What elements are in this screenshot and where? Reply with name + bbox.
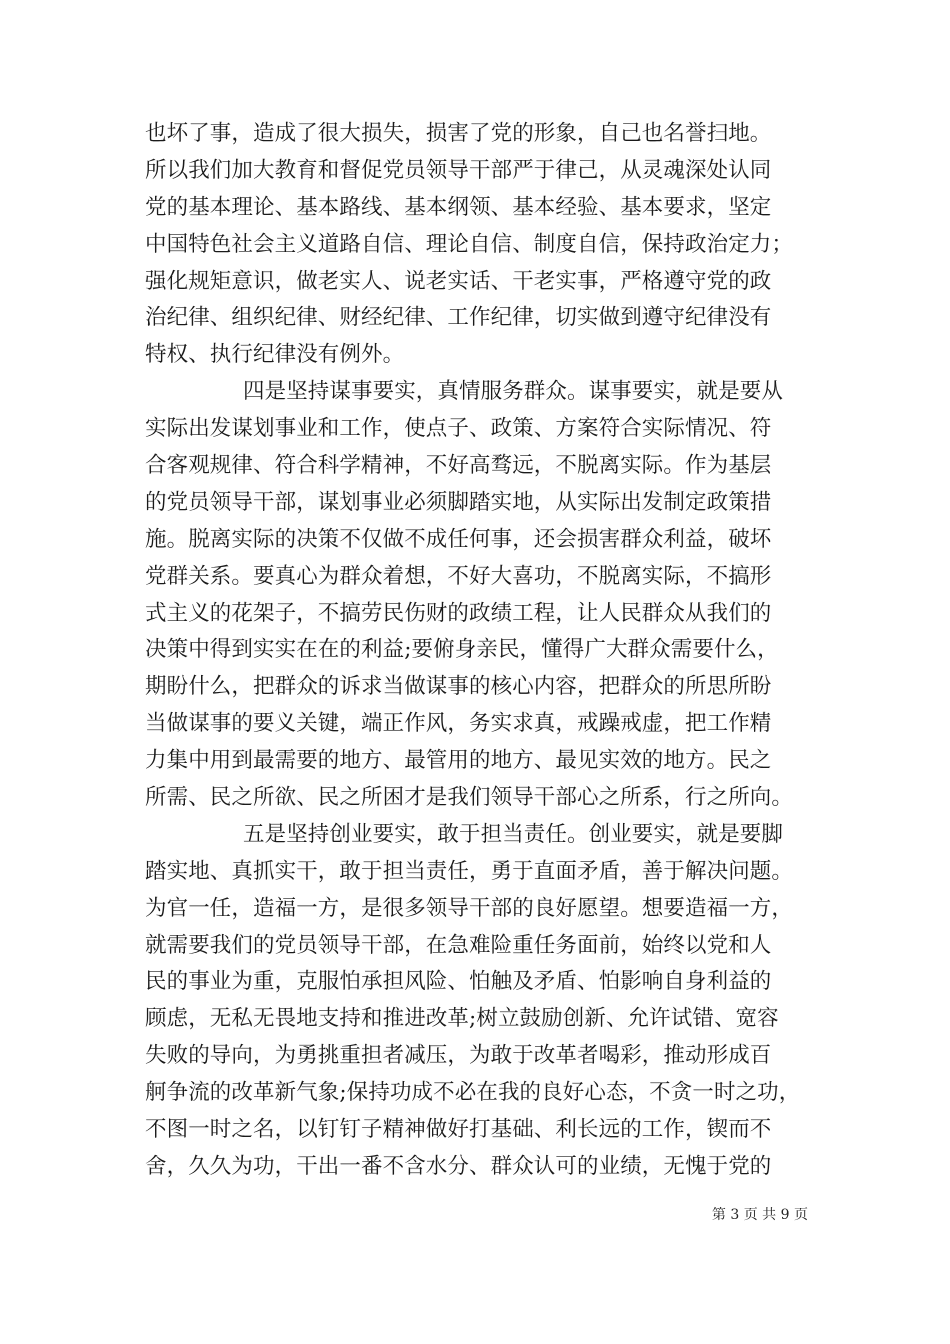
text-line: 特权、执行纪律没有例外。 xyxy=(145,342,405,368)
text-line: 实际出发谋划事业和工作，使点子、政策、方案符合实际情况、符 xyxy=(145,416,772,442)
text-line: 党群关系。要真心为群众着想，不好大喜功，不脱离实际，不搞形 xyxy=(145,563,772,589)
text-line: 中国特色社会主义道路自信、理论自信、制度自信，保持政治定力； xyxy=(145,231,794,257)
page-number-footer: 第 3 页 共 9 页 xyxy=(711,1207,808,1223)
document-body xyxy=(145,116,813,1186)
text-line: 不图一时之名，以钉钉子精神做好打基础、利长远的工作，锲而不 xyxy=(145,1117,772,1143)
text-line: 就需要我们的党员领导干部，在急难险重任务面前，始终以党和人 xyxy=(145,932,772,958)
text-line: 顾虑，无私无畏地支持和推进改革;树立鼓励创新、允许试错、宽容 xyxy=(145,1006,779,1032)
text-line: 力集中用到最需要的地方、最管用的地方、最见实效的地方。民之 xyxy=(145,748,772,774)
text-line: 踏实地、真抓实干，敢于担当责任，勇于直面矛盾，善于解决问题。 xyxy=(145,858,794,884)
text-line: 舸争流的改革新气象;保持功成不必在我的良好心态，不贪一时之功， xyxy=(145,1080,801,1106)
text-line: 施。脱离实际的决策不仅做不成任何事，还会损害群众利益，破坏 xyxy=(145,526,772,552)
text-line: 舍，久久为功，干出一番不含水分、群众认可的业绩，无愧于党的 xyxy=(145,1153,772,1179)
text-line: 决策中得到实实在在的利益;要俯身亲民，懂得广大群众需要什么， xyxy=(145,637,779,663)
text-line: 期盼什么，把群众的诉求当做谋事的核心内容，把群众的所思所盼 xyxy=(145,674,772,700)
text-line: 失败的导向，为勇挑重担者减压，为敢于改革者喝彩，推动形成百 xyxy=(145,1043,772,1069)
text-line: 民的事业为重，克服怕承担风险、怕触及矛盾、怕影响自身利益的 xyxy=(145,969,772,995)
text-line: 的党员领导干部，谋划事业必须脚踏实地，从实际出发制定政策措 xyxy=(145,489,772,515)
text-line: 式主义的花架子，不搞劳民伤财的政绩工程，让人民群众从我们的 xyxy=(145,600,772,626)
text-line: 所以我们加大教育和督促党员领导干部严于律己，从灵魂深处认同 xyxy=(145,157,772,183)
paragraph-start-line: 五是坚持创业要实，敢于担当责任。创业要实，就是要脚 xyxy=(243,821,784,847)
text-line: 强化规矩意识，做老实人、说老实话、干老实事，严格遵守党的政 xyxy=(145,268,772,294)
text-line: 也坏了事，造成了很大损失，损害了党的形象，自己也名誉扫地。 xyxy=(145,121,772,146)
text-line: 所需、民之所欲、民之所困才是我们领导干部心之所系，行之所向。 xyxy=(145,785,794,811)
text-line: 当做谋事的要义关键，端正作风，务实求真，戒躁戒虚，把工作精 xyxy=(145,711,772,737)
text-line: 治纪律、组织纪律、财经纪律、工作纪律，切实做到遵守纪律没有 xyxy=(145,305,772,331)
text-line: 为官一任，造福一方，是很多领导干部的良好愿望。想要造福一方， xyxy=(145,895,794,921)
text-line: 合客观规律、符合科学精神，不好高骛远，不脱离实际。作为基层 xyxy=(145,453,772,479)
text-line: 党的基本理论、基本路线、基本纲领、基本经验、基本要求，坚定 xyxy=(145,194,772,220)
paragraph-start-line: 四是坚持谋事要实，真情服务群众。谋事要实，就是要从 xyxy=(243,379,784,405)
